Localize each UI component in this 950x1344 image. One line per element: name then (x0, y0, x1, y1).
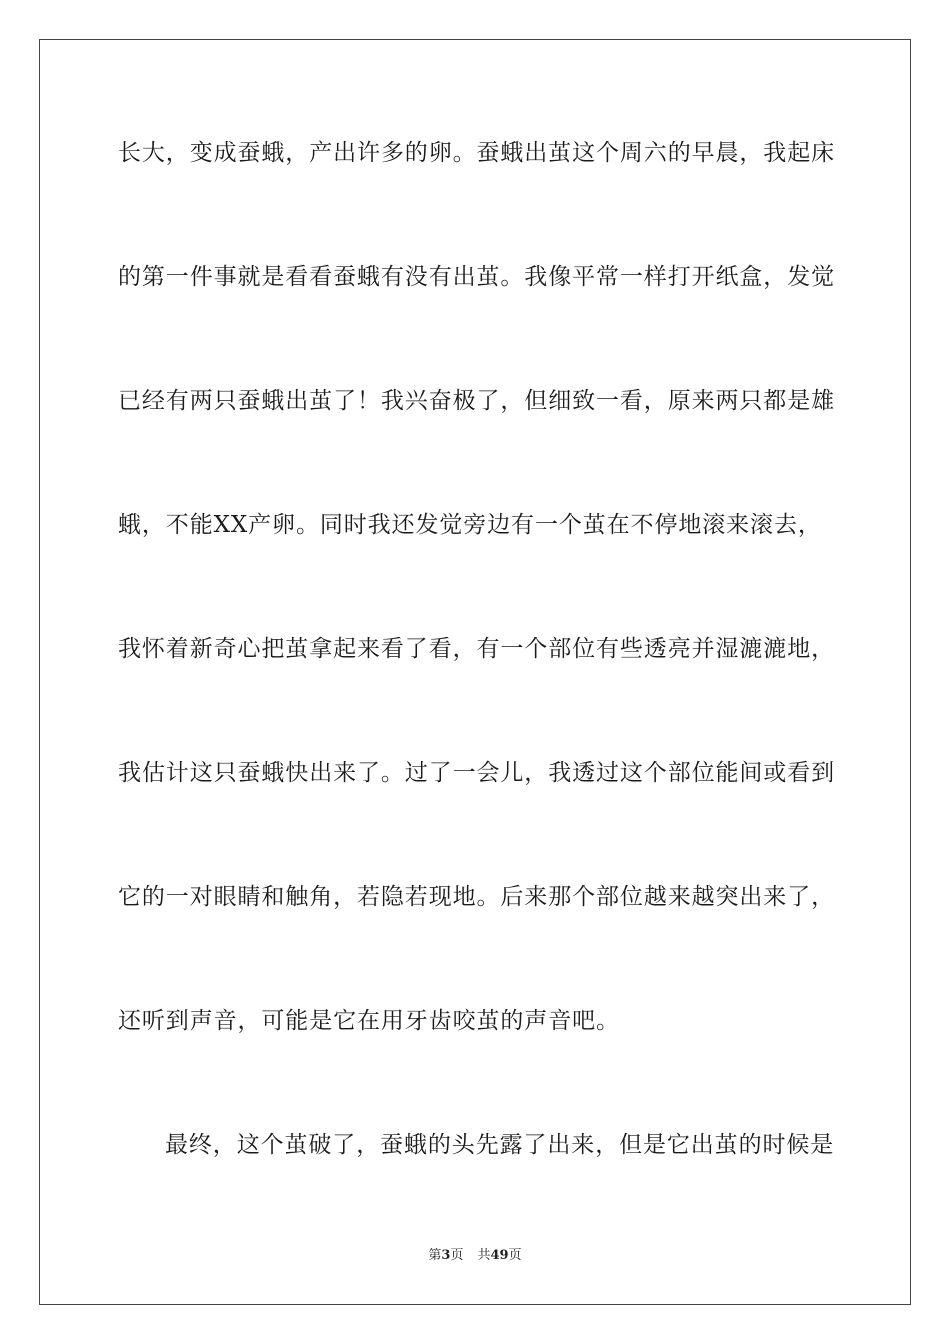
body-text-line: 还听到声音，可能是它在用牙齿咬茧的声音吧。 (118, 1008, 620, 1034)
body-text-line: 我估计这只蚕蛾快出来了。过了一会儿，我透过这个部位能间或看到 (118, 760, 835, 786)
page-footer (0, 1246, 950, 1266)
current-page-number: 3 (441, 1248, 451, 1263)
paragraph-start-line: 最终，这个茧破了，蚕蛾的头先露了出来，但是它出茧的时候是 (165, 1132, 835, 1158)
page-number: 第3页 (428, 1248, 464, 1263)
total-page-count: 49 (490, 1248, 509, 1263)
body-text-line: 我怀着新奇心把茧拿起来看了看，有一个部位有些透亮并湿漉漉地， (118, 636, 835, 662)
body-text-line: 已经有两只蚕蛾出茧了！我兴奋极了，但细致一看，原来两只都是雄 (118, 388, 835, 414)
body-text-line: 长大，变成蚕蛾，产出许多的卵。蚕蛾出茧这个周六的早晨，我起床 (118, 140, 835, 166)
body-text-line: 它的一对眼睛和触角，若隐若现地。后来那个部位越来越突出来了， (118, 884, 835, 910)
total-pages: 共49页 (477, 1248, 522, 1263)
body-text-line: 蛾，不能XX产卵。同时我还发觉旁边有一个茧在不停地滚来滚去， (118, 512, 822, 538)
page-border (39, 39, 911, 1305)
body-text-line: 的第一件事就是看看蚕蛾有没有出茧。我像平常一样打开纸盒，发觉 (118, 264, 835, 290)
